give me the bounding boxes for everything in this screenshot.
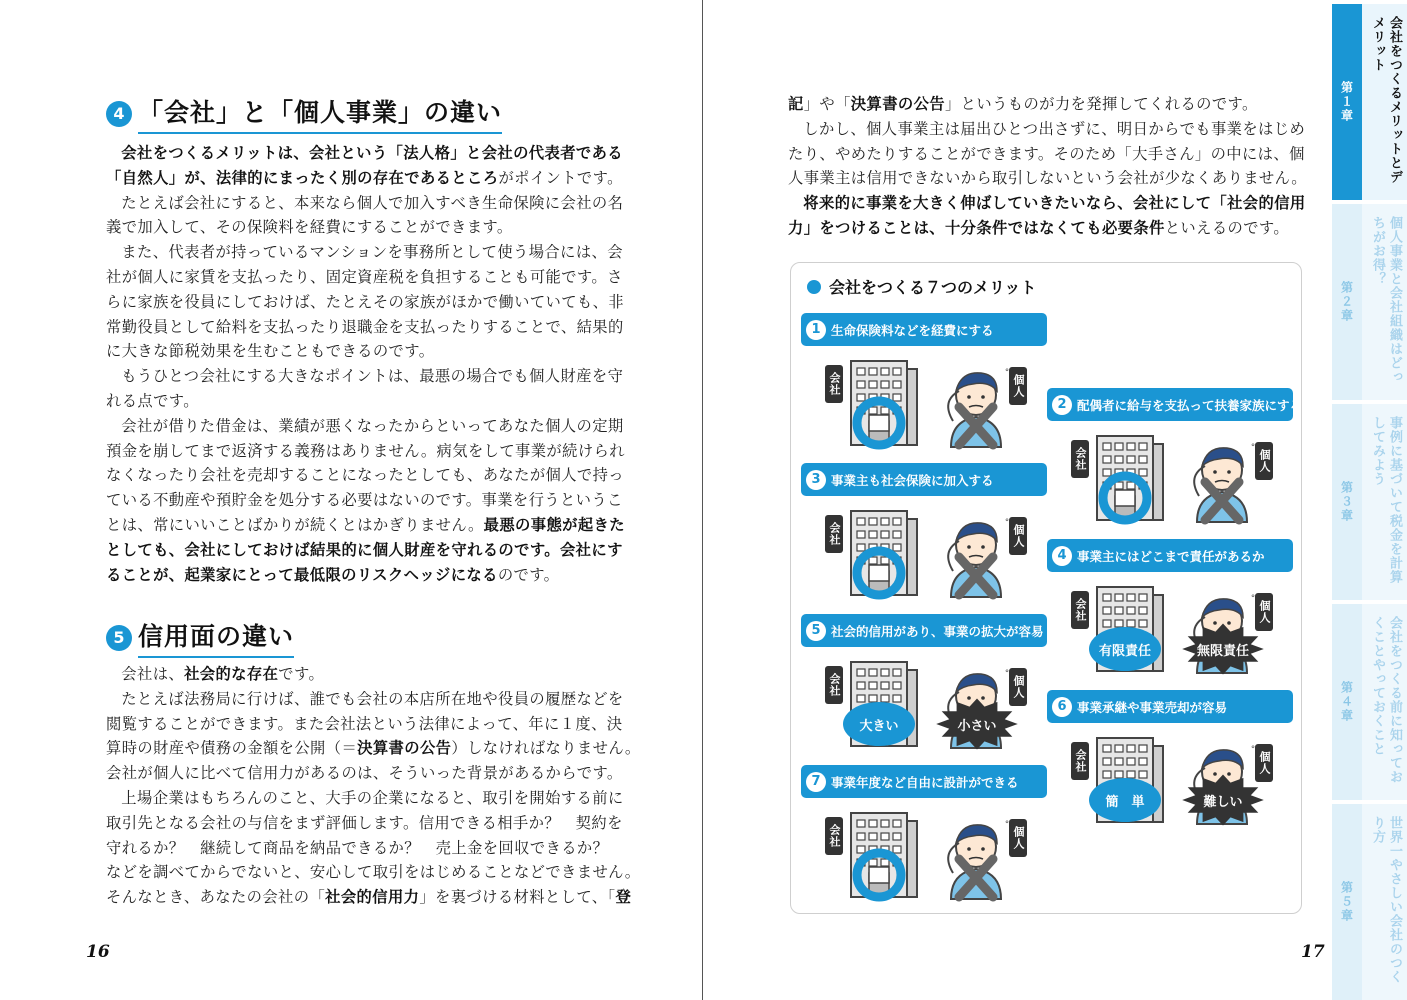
bullet-dot-icon — [807, 280, 821, 294]
merit-illustration — [1047, 577, 1293, 687]
text-line: 会社をつくるメリットは、会社という「法人格」と会社の代表者である — [121, 144, 623, 162]
merit-label: 事業承継や事業売却が容易 — [1077, 699, 1228, 715]
text-line: 閲覧することができます。また会社法という法律によって、年に１度、決 — [106, 714, 623, 733]
page-number: 17 — [1301, 942, 1325, 962]
text-line: 会社が借りた借金は、業績が悪くなったからといってあなた個人の定期 — [121, 416, 624, 435]
text-line: 社が個人に家賃を支払ったり、固定資産税を負担することも可能です。さ — [106, 267, 623, 286]
merit-label: 事業年度など自由に設計ができる — [831, 774, 1019, 790]
company-tag: 有限責任 — [1098, 643, 1151, 659]
chapter-title: 個人事業と会社組織はどっちがお得？ — [1362, 204, 1407, 400]
chapter-tabs — [1332, 0, 1407, 1000]
merit-card-4 — [1047, 539, 1293, 679]
merit-number: 2 — [1052, 395, 1072, 415]
svg-text:ᐤ: ᐤ — [1005, 517, 1009, 528]
chapter-title: 会社をつくるメリットとデメリット — [1362, 4, 1407, 200]
chapter-number: 第５章 — [1339, 881, 1354, 923]
svg-text:ᐤ: ᐤ — [1005, 367, 1009, 378]
text-line: 義で加入して、その保険料を経費にすることができます。 — [106, 218, 513, 237]
merit-illustration — [1047, 728, 1293, 838]
merit-number: 4 — [1052, 546, 1072, 566]
company-label: 会社 — [1074, 598, 1087, 622]
box-title — [807, 275, 1036, 298]
company-label: 会社 — [828, 824, 841, 848]
chapter-tab-1[interactable] — [1332, 4, 1407, 200]
chapter-number: 第２章 — [1339, 281, 1354, 323]
text-line: 常勤役員として給料を支払ったり退職金を支払ったりすることで、結果的 — [106, 317, 624, 336]
text-line: 取引先となる会社の与信をまず評価します。信用できる相手か？ 契約を — [106, 813, 623, 832]
merit-number: 3 — [806, 470, 826, 490]
chapter-number: 第１章 — [1339, 81, 1354, 123]
company-label: 会社 — [1074, 749, 1087, 773]
text-line: なくなったり会社を売却することになったとしても、あなたが個人で持っ — [106, 466, 624, 485]
merit-title-bar — [801, 463, 1047, 496]
text-line: 会社は、社会的な存在です。 — [121, 665, 325, 683]
individual-label: 個人 — [1258, 600, 1271, 624]
chapter-tab-4[interactable] — [1332, 604, 1407, 800]
chapter-title: 事例に基づいて税金を計算してみよう — [1362, 404, 1407, 600]
chapter-title: 会社をつくる前に知っておくことやっておくこと — [1362, 604, 1407, 800]
svg-text:ᐤ: ᐤ — [1251, 442, 1255, 453]
merit-illustration — [801, 652, 1047, 762]
text-line: 記」や「決算書の公告」というものが力を発揮してくれるのです。 — [788, 95, 1258, 113]
merit-card-7 — [801, 765, 1047, 905]
section-5-body — [106, 662, 641, 910]
merit-card-5 — [801, 614, 1047, 754]
company-label: 会社 — [828, 673, 841, 697]
text-line: また、代表者が持っているマンションを事務所として使う場合には、会 — [121, 243, 623, 262]
individual-label: 個人 — [1012, 826, 1025, 850]
individual-label: 個人 — [1012, 374, 1025, 398]
chapter-tab-2[interactable] — [1332, 204, 1407, 400]
merit-title-bar — [801, 765, 1047, 798]
text-line: 力」をつけることは、十分条件ではなくても必要条件といえるのです。 — [788, 218, 1290, 237]
merit-card-1 — [801, 313, 1047, 453]
chapter-number: 第３章 — [1339, 481, 1354, 523]
continued-body — [788, 92, 1307, 241]
chapter-title: 世界一やさしい会社のつくり方 — [1362, 804, 1407, 1000]
text-line: ている不動産や預貯金を処分する必要はないのです。事業を行うというこ — [106, 491, 623, 510]
text-line: などを調べてからでないと、安心して取引をはじめることなどできません。 — [106, 863, 641, 882]
merit-illustration — [801, 351, 1047, 461]
text-line: たとえば法務局に行けば、誰でも会社の本店所在地や役員の履歴などを — [121, 689, 624, 708]
chapter-tab-5[interactable] — [1332, 804, 1407, 1000]
text-line: 預金を崩してまで返済する義務はありません。病気をして事業が続けられ — [106, 441, 625, 460]
text-line: たり、やめたりすることができます。そのため「大手さん」の中には、個 — [788, 144, 1305, 163]
text-line: 算時の財産や債務の金額を公開（＝決算書の公告）しなければなりません。 — [106, 739, 641, 758]
section-4-body — [106, 141, 625, 587]
merit-number: 7 — [806, 772, 826, 792]
text-line: しかし、個人事業主は届出ひとつ出さずに、明日からでも事業をはじめ — [803, 119, 1306, 138]
merit-label: 事業主にはどこまで責任があるか — [1077, 548, 1265, 564]
text-line: れる点です。 — [106, 391, 199, 410]
left-page — [0, 0, 703, 1000]
merit-title-bar — [801, 614, 1047, 647]
merit-card-6 — [1047, 690, 1293, 830]
merit-title-bar — [801, 313, 1047, 346]
merit-illustration — [1047, 426, 1293, 536]
text-line: そんなとき、あなたの会社の「社会的信用力」を裏づける材料として、「登 — [106, 888, 632, 907]
merit-number: 1 — [806, 320, 826, 340]
text-line: とは、常にいいことばかりが続くとはかぎりません。最悪の事態が起きた — [106, 515, 625, 534]
section-title: 信用面の違い — [138, 617, 294, 658]
merit-card-3 — [801, 463, 1047, 603]
text-line: としても、会社にしておけば結果的に個人財産を守れるのです。会社にす — [106, 540, 623, 559]
page-number: 16 — [86, 942, 110, 962]
merit-label: 社会的信用があり、事業の拡大が容易 — [831, 623, 1044, 639]
text-line: ることが、起業家にとって最低限のリスクヘッジになるのです。 — [106, 565, 560, 584]
individual-label: 個人 — [1258, 449, 1271, 473]
merit-number: 6 — [1052, 697, 1072, 717]
section-5-heading — [106, 617, 294, 658]
box-title-text: 会社をつくる７つのメリット — [829, 278, 1037, 297]
right-page — [704, 0, 1407, 1000]
individual-tag: 難しい — [1203, 794, 1243, 810]
merit-title-bar — [1047, 690, 1293, 723]
text-line: 人事業主は信用できないから取引しないという会社が少なくありません。 — [788, 169, 1307, 188]
merit-label: 事業主も社会保険に加入する — [831, 472, 994, 488]
merit-illustration — [801, 803, 1047, 913]
text-line: 上場企業はもちろんのこと、大手の企業になると、取引を開始する前に — [121, 788, 624, 807]
individual-tag: 無限責任 — [1196, 643, 1249, 659]
text-line: たとえば会社にすると、本来なら個人で加入すべき生命保険に会社の名 — [121, 193, 624, 212]
text-line: 守れるか？ 継続して商品を納品できるか？ 売上金を回収できるか？ — [106, 838, 609, 857]
chapter-tab-3[interactable] — [1332, 404, 1407, 600]
company-label: 会社 — [828, 522, 841, 546]
individual-tag: 小さい — [957, 718, 997, 734]
svg-text:ᐤ: ᐤ — [1251, 744, 1255, 755]
chapter-number: 第４章 — [1339, 681, 1354, 723]
merit-title-bar — [1047, 388, 1303, 421]
merit-label: 生命保険料などを経費にする — [831, 322, 994, 338]
section-title: 「会社」と「個人事業」の違い — [138, 93, 502, 134]
text-line: 「自然人」が、法律的にまったく別の存在であるところがポイントです。 — [106, 168, 623, 187]
text-line: らに家族を役員にしておけば、たとえその家族がほかで働いていても、非 — [106, 292, 624, 311]
company-label: 会社 — [1074, 447, 1087, 471]
svg-text:ᐤ: ᐤ — [1005, 819, 1009, 830]
company-tag: 簡 単 — [1105, 794, 1145, 810]
svg-text:ᐤ: ᐤ — [1251, 593, 1255, 604]
text-line: 将来的に事業を大きく伸ばしていきたいなら、会社にして「社会的信用 — [803, 194, 1306, 213]
merit-illustration — [801, 501, 1047, 611]
text-line: もうひとつ会社にする大きなポイントは、最悪の場合でも個人財産を守 — [121, 367, 624, 386]
individual-label: 個人 — [1012, 524, 1025, 548]
section-4-heading — [106, 93, 502, 134]
individual-label: 個人 — [1258, 751, 1271, 775]
merit-card-2 — [1047, 388, 1303, 528]
text-line: 会社が個人に比べて信用力があるのは、そういった背景があるからです。 — [106, 764, 623, 783]
merit-number: 5 — [806, 621, 826, 641]
svg-text:ᐤ: ᐤ — [1005, 668, 1009, 679]
section-number: 5 — [106, 625, 132, 651]
company-label: 会社 — [828, 372, 841, 396]
company-tag: 大きい — [859, 718, 899, 734]
text-line: に大きな節税効果を生むこともできるのです。 — [106, 342, 435, 361]
merit-title-bar — [1047, 539, 1293, 572]
merits-infographic — [790, 262, 1302, 914]
merit-label: 配偶者に給与を支払って扶養家族にする — [1077, 397, 1303, 413]
section-number: 4 — [106, 101, 132, 127]
individual-label: 個人 — [1012, 675, 1025, 699]
